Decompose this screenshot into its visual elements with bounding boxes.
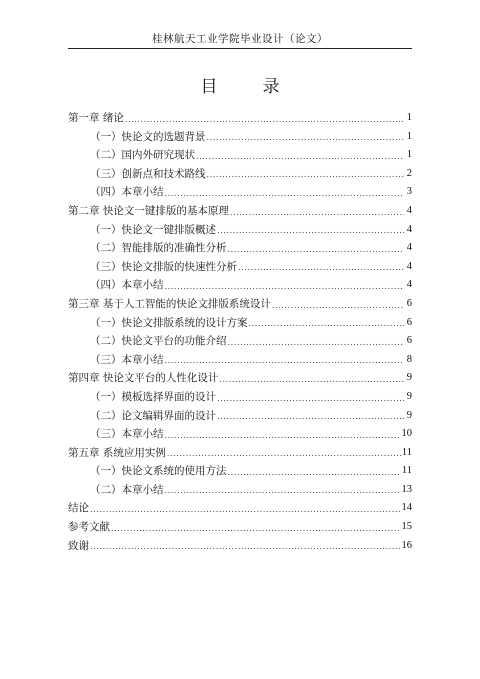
dot-leader bbox=[165, 483, 401, 499]
toc-entry-label: （一）模板选择界面的设计 bbox=[90, 390, 216, 403]
toc-entry-label: （四）本章小结 bbox=[90, 186, 164, 199]
toc-entry-label: 第五章 系统应用实例 bbox=[68, 446, 166, 459]
toc-entry-label: 结论 bbox=[68, 502, 89, 515]
dot-leader bbox=[228, 335, 405, 351]
toc-entry-page-number: 10 bbox=[401, 428, 412, 440]
toc-entry-page-number: 4 bbox=[406, 279, 412, 291]
toc-entry-label: （三）本章小结 bbox=[90, 428, 164, 441]
toc-entry-section[interactable] bbox=[68, 128, 412, 147]
toc-entry-page-number: 11 bbox=[401, 446, 412, 458]
toc-entry-page-number: 4 bbox=[406, 260, 412, 272]
toc-entry-page-number: 15 bbox=[401, 521, 412, 533]
toc-entry-label: （二）快论文平台的功能介绍 bbox=[90, 335, 227, 348]
dot-leader bbox=[249, 316, 405, 332]
toc-entry-page-number: 1 bbox=[406, 112, 412, 123]
toc-entry-section[interactable] bbox=[68, 481, 412, 500]
toc-entry-label: （三）本章小结 bbox=[90, 353, 164, 366]
toc-entry-label: （二）国内外研究现状 bbox=[90, 149, 195, 162]
dot-leader bbox=[90, 502, 401, 518]
toc-entry-section[interactable] bbox=[68, 462, 412, 481]
toc-entry-chapter[interactable] bbox=[68, 444, 412, 463]
dot-leader bbox=[207, 130, 405, 146]
dot-leader bbox=[196, 149, 404, 165]
toc-entry-section[interactable] bbox=[68, 388, 412, 407]
toc-entry-label: （一）快论文排版系统的设计方案 bbox=[90, 316, 248, 329]
toc-entry-page-number: 2 bbox=[406, 167, 412, 179]
toc-entry-section[interactable] bbox=[68, 314, 412, 333]
toc-entry-page-number: 3 bbox=[406, 186, 412, 198]
toc-entry-page-number: 6 bbox=[406, 297, 412, 309]
toc-entry-section[interactable] bbox=[68, 351, 412, 370]
toc-entry-section[interactable] bbox=[68, 425, 412, 444]
dot-leader bbox=[207, 167, 405, 183]
toc-entry-page-number: 6 bbox=[406, 335, 412, 347]
toc-entry-label: 致谢 bbox=[68, 539, 89, 552]
toc-entry-page-number: 9 bbox=[406, 372, 412, 384]
toc-entry-section[interactable] bbox=[68, 276, 412, 295]
dot-leader bbox=[217, 409, 404, 425]
toc-entry-page-number: 14 bbox=[401, 502, 412, 514]
toc-entry-label: （三）快论文排版的快速性分析 bbox=[90, 260, 237, 273]
toc-entry-chapter[interactable] bbox=[68, 369, 412, 388]
dot-leader bbox=[165, 428, 401, 444]
toc-entry-page-number: 8 bbox=[406, 353, 412, 365]
toc-entry-section[interactable] bbox=[68, 165, 412, 184]
toc-entry-label: 参考文献 bbox=[68, 521, 110, 534]
toc-entry-label: （一）快论文一键排版概述 bbox=[90, 223, 216, 236]
toc-entry-page-number: 16 bbox=[401, 539, 412, 551]
toc-title: 目 录 bbox=[200, 77, 294, 97]
dot-leader bbox=[90, 539, 401, 555]
toc-entry-chapter[interactable] bbox=[68, 109, 412, 128]
toc-entry-chapter[interactable] bbox=[68, 202, 412, 221]
toc-entry-label: 第二章 快论文一键排版的基本原理 bbox=[68, 204, 229, 217]
toc-entry-label: （二）本章小结 bbox=[90, 483, 164, 496]
toc-entry-chapter[interactable] bbox=[68, 499, 412, 518]
toc-entry-page-number: 13 bbox=[401, 483, 412, 495]
toc-entry-label: （三）创新点和技术路线 bbox=[90, 167, 206, 180]
dot-leader bbox=[165, 353, 405, 369]
dot-leader bbox=[230, 205, 404, 221]
toc-entry-page-number: 1 bbox=[406, 130, 412, 142]
toc-entry-label: 第一章 绪论 bbox=[68, 112, 124, 124]
toc-entry-section[interactable] bbox=[68, 146, 412, 165]
header-rule bbox=[68, 48, 412, 49]
dot-leader bbox=[228, 242, 405, 258]
toc-entry-label: （一）快论文系统的使用方法 bbox=[90, 465, 227, 478]
toc-entry-page-number: 9 bbox=[406, 390, 412, 402]
toc-entry-label: （一）快论文的选题背景 bbox=[90, 130, 206, 143]
toc-entry-page-number: 4 bbox=[406, 242, 412, 254]
toc-entry-chapter[interactable] bbox=[68, 537, 412, 556]
dot-leader bbox=[167, 446, 401, 462]
dot-leader bbox=[111, 521, 401, 537]
toc-entry-section[interactable] bbox=[68, 258, 412, 277]
toc-entry-label: 第三章 基于人工智能的快论文排版系统设计 bbox=[68, 297, 271, 310]
toc-entry-section[interactable] bbox=[68, 239, 412, 258]
dot-leader bbox=[125, 112, 404, 128]
toc-entry-page-number: 4 bbox=[406, 204, 412, 216]
dot-leader bbox=[238, 260, 404, 276]
toc-entry-section[interactable] bbox=[68, 332, 412, 351]
dot-leader bbox=[165, 186, 405, 202]
toc-entry-page-number: 4 bbox=[406, 223, 412, 235]
dot-leader bbox=[228, 465, 401, 481]
toc-entry-page-number: 1 bbox=[406, 149, 412, 161]
toc-entry-label: （二）论文编辑界面的设计 bbox=[90, 409, 216, 422]
dot-leader bbox=[272, 298, 404, 314]
toc-entry-label: （四）本章小结 bbox=[90, 279, 164, 292]
page-header: 桂林航天工业学院毕业设计（论文） bbox=[152, 33, 328, 45]
dot-leader bbox=[219, 372, 404, 388]
toc-entry-section[interactable] bbox=[68, 221, 412, 240]
toc-entry-label: （二）智能排版的准确性分析 bbox=[90, 242, 227, 255]
table-of-contents bbox=[68, 109, 412, 555]
toc-entry-section[interactable] bbox=[68, 183, 412, 202]
toc-entry-chapter[interactable] bbox=[68, 518, 412, 537]
toc-entry-chapter[interactable] bbox=[68, 295, 412, 314]
toc-entry-label: 第四章 快论文平台的人性化设计 bbox=[68, 372, 219, 385]
toc-entry-page-number: 11 bbox=[401, 465, 412, 477]
toc-entry-page-number: 6 bbox=[406, 316, 412, 328]
dot-leader bbox=[217, 223, 404, 239]
dot-leader bbox=[217, 391, 404, 407]
toc-entry-page-number: 9 bbox=[406, 409, 412, 421]
toc-entry-section[interactable] bbox=[68, 407, 412, 426]
dot-leader bbox=[165, 279, 405, 295]
